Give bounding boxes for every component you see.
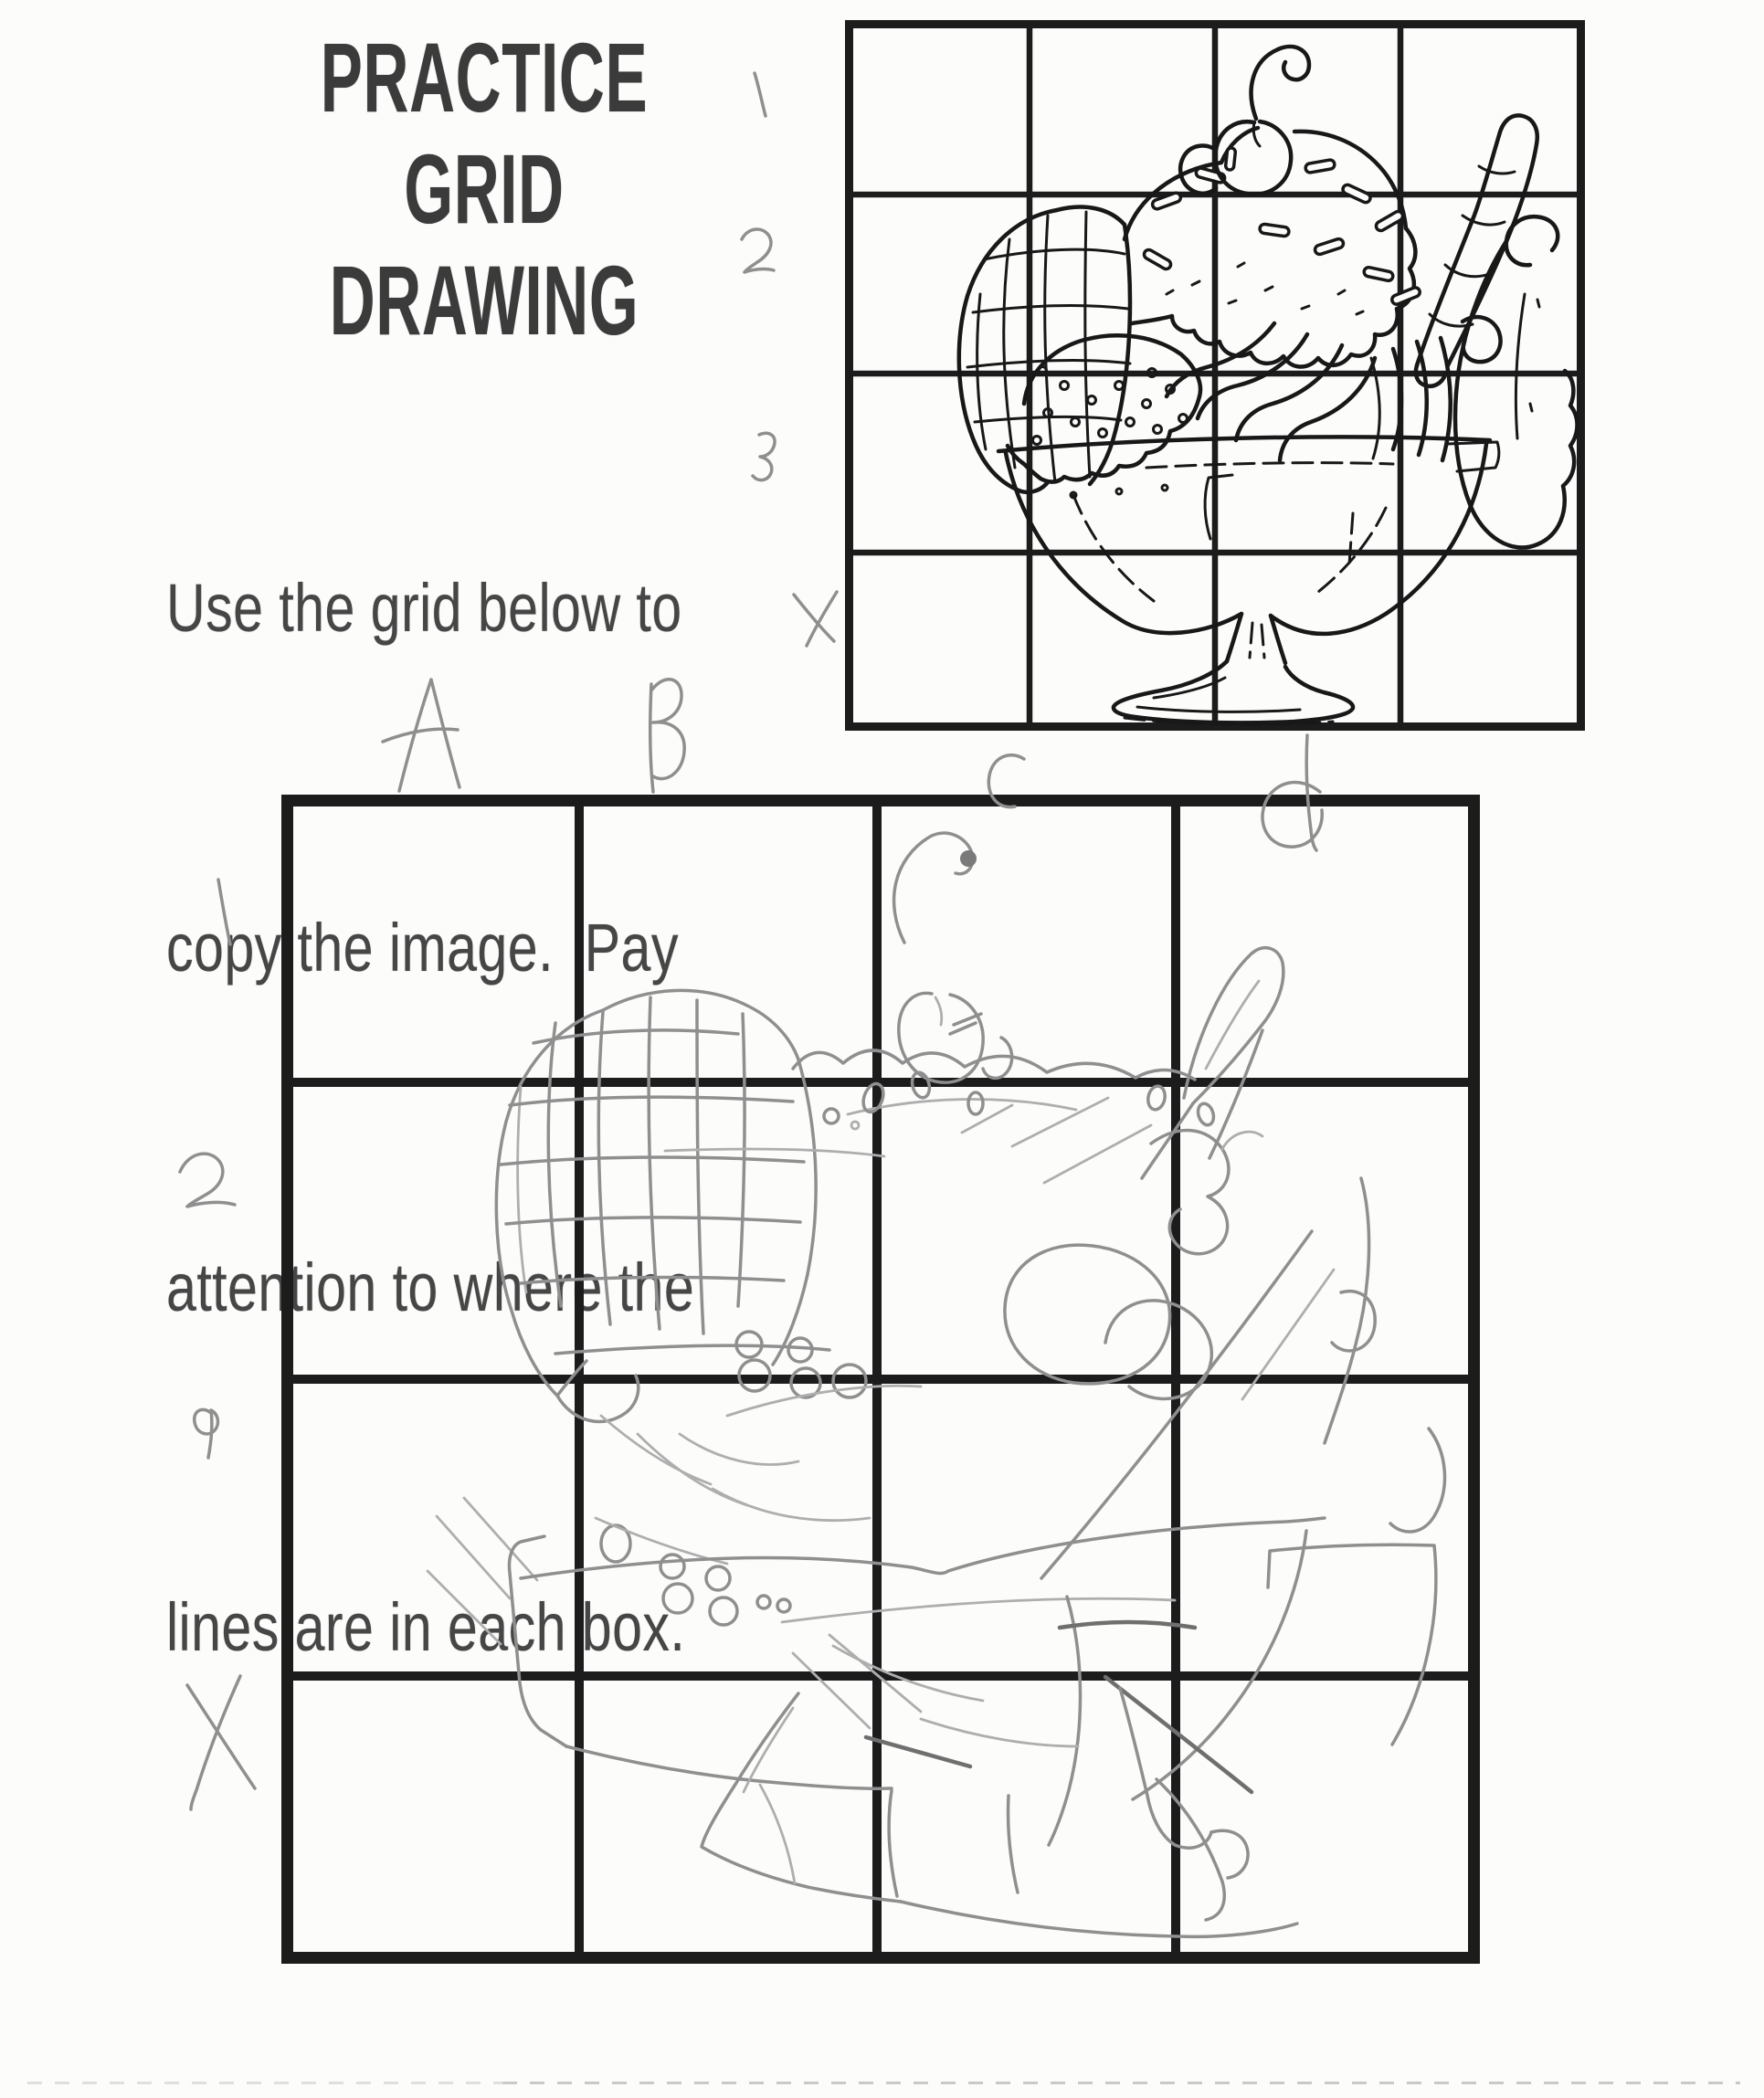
practice-grid bbox=[281, 795, 1480, 1964]
instructions-line: attention to where the bbox=[166, 1249, 695, 1325]
ref-row-label-3 bbox=[753, 433, 775, 480]
swirled-scoop-art bbox=[1371, 338, 1451, 460]
reference-grid-sundae bbox=[845, 20, 1585, 731]
instructions-line: lines are in each box. bbox=[166, 1589, 686, 1665]
page-title-line1: PRACTICE bbox=[320, 22, 649, 132]
cherry-stem-art bbox=[1252, 47, 1309, 119]
ref-row-label-2 bbox=[742, 229, 774, 272]
instructions-line: copy the image. Pay bbox=[166, 910, 679, 986]
reference-grid-row-labels bbox=[742, 73, 837, 646]
ref-row-label-1 bbox=[755, 73, 766, 116]
page-title-line2: GRID DRAWING bbox=[329, 133, 639, 355]
pencil-cherry-stem bbox=[894, 833, 973, 943]
sprinkled-scoop-art bbox=[1125, 128, 1421, 367]
instructions-line: Use the grid below to bbox=[166, 570, 682, 646]
glass-bowl-art bbox=[998, 437, 1499, 633]
scan-artifact-line bbox=[27, 2082, 502, 2084]
ref-row-label-4 bbox=[794, 592, 837, 646]
page-title bbox=[285, 22, 682, 356]
scan-artifact-line bbox=[502, 2082, 1740, 2084]
sundae-drawing bbox=[959, 47, 1578, 724]
